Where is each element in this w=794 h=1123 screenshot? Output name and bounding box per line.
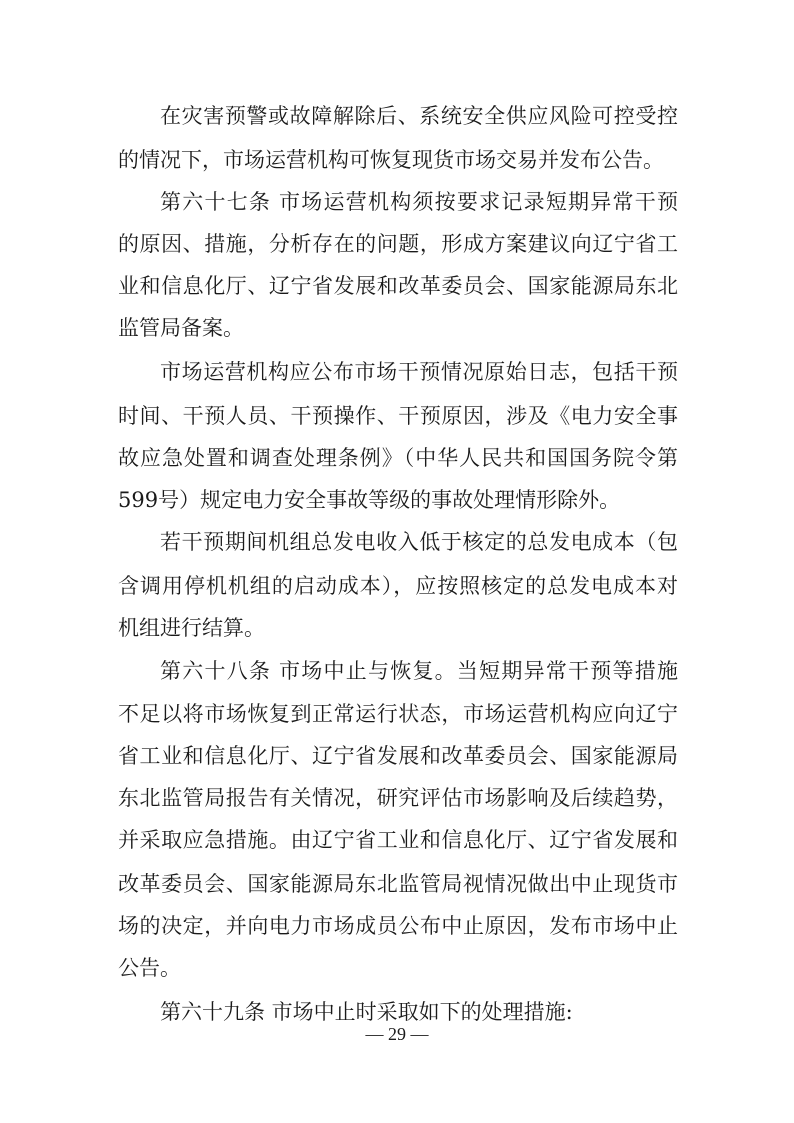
text-line: 599号）规定电力安全事故等级的事故处理情形除外。 <box>118 488 621 512</box>
page-number: — 29 — <box>365 1024 429 1044</box>
text-line: 业和信息化厅、辽宁省发展和改革委员会、国家能源局东北 <box>118 274 678 298</box>
text-line: 市场运营机构应公布市场干预情况原始日志，包括干预 <box>160 360 678 384</box>
text-line: 机组进行结算。 <box>118 616 265 640</box>
text-line: 监管局备案。 <box>118 316 244 340</box>
text-line: 故应急处置和调查处理条例》（中华人民共和国国务院令第 <box>118 446 678 470</box>
text-line: 的情况下，市场运营机构可恢复现货市场交易并发布公告。 <box>118 148 664 172</box>
text-line: 在灾害预警或故障解除后、系统安全供应风险可控受控 <box>160 104 678 128</box>
text-line: 公告。 <box>118 956 181 980</box>
text-line: 第六十七条 市场运营机构须按要求记录短期异常干预 <box>160 190 678 214</box>
text-line: 不足以将市场恢复到正常运行状态，市场运营机构应向辽宁 <box>118 702 678 726</box>
text-line: 含调用停机机组的启动成本），应按照核定的总发电成本对 <box>118 574 678 598</box>
text-line: 的原因、措施，分析存在的问题，形成方案建议向辽宁省工 <box>118 232 678 256</box>
text-line: 并采取应急措施。由辽宁省工业和信息化厅、辽宁省发展和 <box>118 828 678 852</box>
text-line: 若干预期间机组总发电收入低于核定的总发电成本（包 <box>160 530 678 554</box>
text-line: 场的决定，并向电力市场成员公布中止原因，发布市场中止 <box>118 914 678 938</box>
text-line: 第六十八条 市场中止与恢复。当短期异常干预等措施 <box>160 659 678 683</box>
text-line: 东北监管局报告有关情况，研究评估市场影响及后续趋势， <box>118 786 678 810</box>
text-line: 省工业和信息化厅、辽宁省发展和改革委员会、国家能源局 <box>118 744 678 768</box>
text-line: 改革委员会、国家能源局东北监管局视情况做出中止现货市 <box>118 872 678 896</box>
text-line: 第六十九条 市场中止时采取如下的处理措施: <box>160 1000 573 1024</box>
text-line: 时间、干预人员、干预操作、干预原因，涉及《电力安全事 <box>118 404 678 428</box>
